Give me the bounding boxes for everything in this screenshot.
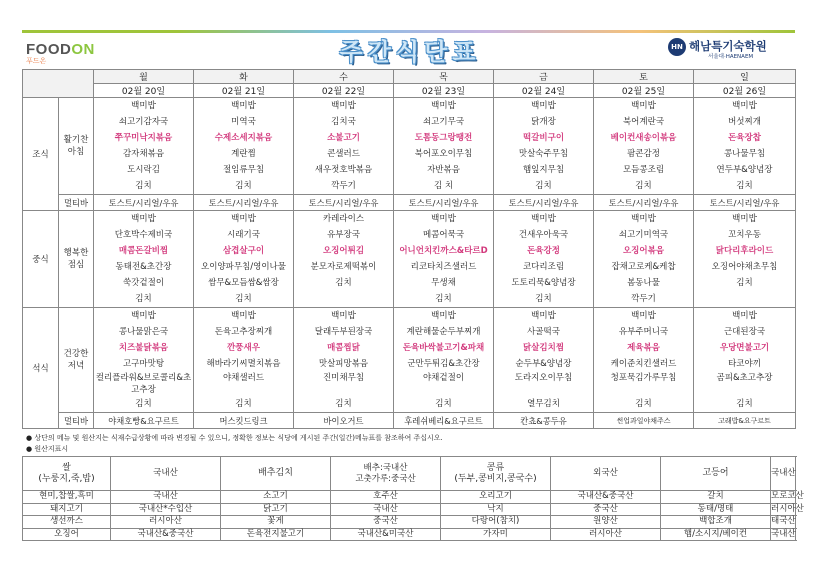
origin-item: 돼지고기 — [23, 503, 111, 516]
menu-item: 버섯찌개 — [728, 117, 761, 127]
menu-item: 리코타치즈샐러드 — [410, 262, 477, 272]
origin-item: 백합조개 — [661, 516, 771, 529]
origin-item: 고등어 — [661, 457, 771, 491]
menu-item: 백미밥 — [531, 311, 556, 321]
main-dish: 소불고기 — [327, 133, 360, 143]
menu-item: 백미밥 — [231, 101, 256, 111]
multibar-item: 썬업과일야채주스 — [594, 413, 694, 429]
multibar-item: 머스킷드링크 — [194, 413, 294, 429]
page-title: 주간식단표 — [339, 38, 481, 66]
menu-item: 백미밥 — [732, 214, 757, 224]
menu-item: 코다리조림 — [522, 262, 565, 272]
main-dish: 돈육장찹 — [728, 133, 761, 143]
date-header: 02월 25일 — [594, 84, 694, 98]
menu-item: 곰피&초고추장 — [716, 373, 773, 383]
menu-item: 콘샐러드 — [327, 149, 360, 159]
multibar-item: 토스트/시리얼/우유 — [94, 195, 194, 211]
date-header-row — [23, 84, 796, 98]
main-dish: 도톰동그랑땡전 — [414, 133, 473, 143]
day-header: 목 — [394, 70, 494, 84]
menu-item: 열무김치 — [527, 399, 560, 409]
menu-item: 근대된장국 — [723, 327, 766, 337]
main-dish: 베이컨새송이볶음 — [610, 133, 677, 143]
origin-value: 태국산 — [771, 516, 796, 527]
origin-item: 소고기 — [221, 491, 331, 504]
origin-item: 콩류 (두부,콩비지,콩국수) — [441, 457, 551, 491]
multibar-label: 멀티바 — [59, 413, 94, 429]
menu-item: 쇠고기감자국 — [118, 117, 169, 127]
origin-table — [22, 456, 804, 541]
menu-item: 김치 — [435, 399, 452, 409]
origin-item: 닭고기 — [221, 503, 331, 516]
menu-item: 새우젓호박볶음 — [314, 165, 373, 175]
main-dish: 우당면불고기 — [719, 343, 770, 353]
origin-value: 러시아산 — [551, 528, 661, 541]
menu-cell — [94, 211, 194, 308]
menu-item: 오이양파무침/영이나물 — [201, 262, 286, 272]
origin-value: 국내산 — [111, 491, 221, 504]
origin-value: 국내산 — [331, 503, 441, 516]
menu-item: 김치 — [736, 399, 753, 409]
origin-item: 현미,찹쌀,흑미 — [23, 491, 111, 504]
menu-item: 김치 — [736, 181, 753, 191]
menu-cell — [494, 308, 594, 413]
menu-item: 쇠고기무국 — [422, 117, 465, 127]
menu-item: 연두부&양념장 — [716, 165, 773, 175]
menu-item: 깍두기 — [631, 294, 656, 304]
origin-value: 중국산 — [331, 516, 441, 529]
menu-cell — [94, 308, 194, 413]
menu-item: 김치 — [635, 399, 652, 409]
origin-value: 국내산 — [771, 528, 796, 539]
menu-item: 타코야끼 — [728, 359, 761, 369]
menu-item: 김치 — [335, 278, 352, 288]
menu-item: 김치 — [736, 278, 753, 288]
menu-cell — [594, 211, 694, 308]
origin-item: 돈육전지불고기 — [221, 528, 331, 541]
menu-item: 맛살피망볶음 — [318, 359, 369, 369]
multibar-item: 토스트/시리얼/우유 — [394, 195, 494, 211]
menu-item: 꼬치우동 — [728, 230, 761, 240]
menu-item: 야채샐러드 — [222, 373, 265, 383]
extra-row-dinner — [23, 413, 796, 429]
multibar-item: 토스트/시리얼/우유 — [494, 195, 594, 211]
meal-row-breakfast — [23, 98, 796, 195]
academy-name: 해남특기숙학원 — [689, 39, 767, 53]
menu-item: 단호박수제비국 — [114, 230, 173, 240]
day-header: 토 — [594, 70, 694, 84]
origin-value: 국내산 — [771, 457, 796, 491]
menu-item: 오징어야채초무침 — [711, 262, 778, 272]
multibar-item: 토스트/시리얼/우유 — [194, 195, 294, 211]
origin-row — [23, 528, 796, 541]
menu-item: 계란해물순두부찌개 — [406, 327, 481, 337]
menu-cell — [194, 308, 294, 413]
menu-item — [694, 291, 795, 307]
main-dish: 돈육강정 — [527, 246, 560, 256]
menu-item: 백미밥 — [732, 311, 757, 321]
menu-cell — [594, 98, 694, 195]
origin-value: 국내산&중국산 — [551, 491, 661, 504]
origin-value: 모로코산 — [771, 491, 804, 502]
menu-item: 모듬콩조림 — [622, 165, 665, 175]
main-dish: 수제소세지볶음 — [214, 133, 273, 143]
menu-item: 김치 — [435, 294, 452, 304]
menu-item: 야채겉절이 — [422, 373, 465, 383]
origin-item: 쌀 (누룽지,죽,밥) — [23, 457, 111, 491]
note-disclaimer: ● 상단의 메뉴 및 원산지는 식재수급상황에 따라 변경될 수 있으니, 정확한 정보는 식당에 게시된 주간(일간)메뉴표를 참조하여 주십시오. — [26, 434, 443, 442]
origin-row — [23, 503, 796, 516]
multibar-item: 칸쵸&콩두유 — [494, 413, 594, 429]
top-color-stripe — [22, 30, 795, 33]
menu-item: 백미밥 — [331, 311, 356, 321]
origin-value: 배추:국내산 고춧가루:중국산 — [331, 457, 441, 491]
origin-item: 갈치 — [661, 491, 771, 504]
menu-item: 잡채고로케&케찹 — [611, 262, 676, 272]
menu-item — [294, 291, 393, 307]
multibar-item: 야채호빵&요구르트 — [94, 413, 194, 429]
menu-item: 김치 — [535, 294, 552, 304]
day-header: 금 — [494, 70, 594, 84]
main-dish: 깐풍새우 — [227, 343, 260, 353]
main-dish: 닭다리후라이드 — [715, 246, 774, 256]
origin-item: 낙지 — [441, 503, 551, 516]
main-dish: 치즈불닭볶음 — [118, 343, 169, 353]
menu-cell — [494, 98, 594, 195]
main-dish: 닭살김치찜 — [522, 343, 565, 353]
origin-item: 햄/소시지/베이컨 — [661, 528, 771, 541]
multibar-item: 토스트/시리얼/우유 — [594, 195, 694, 211]
meal-row-lunch — [23, 211, 796, 308]
menu-item: 김치 — [135, 294, 152, 304]
main-dish: 제육볶음 — [627, 343, 660, 353]
menu-cell — [294, 211, 394, 308]
meal-sublabel-dinner: 건강한 저녁 — [59, 308, 94, 413]
menu-item: 맛살숙주무침 — [518, 149, 569, 159]
menu-item: 팜콘감정 — [627, 149, 660, 159]
date-header: 02월 22일 — [294, 84, 394, 98]
menu-item: 백미밥 — [531, 101, 556, 111]
multibar-item: 고래밥&요구르트 — [694, 413, 796, 429]
main-dish: 삼겹살구이 — [222, 246, 265, 256]
menu-item: 컬리플라워&브로콜리&초고추장 — [95, 373, 192, 395]
origin-value: 국내산 — [111, 457, 221, 491]
menu-item: 백미밥 — [631, 101, 656, 111]
menu-item: 사골떡국 — [527, 327, 560, 337]
date-header: 02월 24일 — [494, 84, 594, 98]
origin-item: 다랑어(참치) — [441, 516, 551, 529]
menu-cell — [694, 308, 796, 413]
menu-item: 도라지오이무침 — [514, 373, 573, 383]
menu-item: 김치 — [535, 181, 552, 191]
menu-item: 백미밥 — [231, 311, 256, 321]
main-dish: 어니언치킨까스&타르D — [399, 246, 488, 256]
menu-item: 해바라기씨멸치볶음 — [206, 359, 281, 369]
menu-cell — [694, 211, 796, 308]
menu-item: 백미밥 — [131, 311, 156, 321]
multibar-item: 토스트/시리얼/우유 — [294, 195, 394, 211]
day-header: 화 — [194, 70, 294, 84]
origin-value: 원양산 — [551, 516, 661, 529]
menu-item: 북어계란국 — [622, 117, 665, 127]
menu-cell — [594, 308, 694, 413]
origin-value: 호주산 — [331, 491, 441, 504]
origin-value: 국내산&중국산 — [111, 528, 221, 541]
menu-item: 백미밥 — [531, 214, 556, 224]
menu-item: 백미밥 — [331, 101, 356, 111]
menu-item: 유부주머니국 — [618, 327, 669, 337]
menu-item: 군만두튀김&초간장 — [407, 359, 480, 369]
menu-item: 백미밥 — [431, 311, 456, 321]
menu-cell — [194, 98, 294, 195]
origin-item: 오징어 — [23, 528, 111, 541]
menu-item: 도시락김 — [127, 165, 160, 175]
meal-sublabel-lunch: 행복한 점심 — [59, 211, 94, 308]
origin-row — [23, 491, 796, 504]
multibar-item: 후레쉬베리&요구르트 — [394, 413, 494, 429]
menu-item: 쑥갓겉절이 — [122, 278, 165, 288]
origin-value: 러시아산 — [771, 503, 804, 514]
meal-sublabel-breakfast: 활기찬 아침 — [59, 98, 94, 195]
day-header: 월 — [94, 70, 194, 84]
main-dish: 오징어볶음 — [622, 246, 665, 256]
menu-item: 김치 — [235, 294, 252, 304]
menu-item: 쇠고기미역국 — [618, 230, 669, 240]
menu-item: 돈육고추장찌개 — [214, 327, 273, 337]
main-dish: 쭈꾸미낙지볶음 — [114, 133, 173, 143]
menu-item: 김치국 — [331, 117, 356, 127]
menu-cell — [494, 211, 594, 308]
menu-item: 케이준치킨샐러드 — [610, 359, 677, 369]
menu-item: 자반볶음 — [427, 165, 460, 175]
meal-label-dinner: 석식 — [23, 308, 59, 429]
origin-item: 생선까스 — [23, 516, 111, 529]
origin-item: 동태/명태 — [661, 503, 771, 516]
origin-value: 국내산*수입산 — [111, 503, 221, 516]
menu-item: 유부장국 — [327, 230, 360, 240]
menu-item: 닭개장 — [531, 117, 556, 127]
note-origin-heading: ● 원산지표시 — [26, 445, 69, 453]
menu-item: 메콤어묵국 — [422, 230, 465, 240]
menu-item: 김치 — [135, 399, 152, 409]
academy-badge-icon: HN — [668, 38, 686, 56]
academy-brand — [668, 38, 788, 62]
menu-item: 도토리묵&양념장 — [511, 278, 576, 288]
menu-item: 무생채 — [431, 278, 456, 288]
academy-subname: 서울대·HAENAEM — [708, 54, 754, 60]
date-header: 02월 23일 — [394, 84, 494, 98]
menu-item: 백미밥 — [431, 214, 456, 224]
menu-cell — [394, 308, 494, 413]
origin-value: 중국산 — [551, 503, 661, 516]
menu-cell — [394, 211, 494, 308]
menu-item: 건새우아욱국 — [518, 230, 569, 240]
origin-value: 러시아산 — [111, 516, 221, 529]
menu-item: 백미밥 — [131, 214, 156, 224]
main-dish: 매콤돈갈비찜 — [118, 246, 169, 256]
multibar-item: 토스트/시리얼/우유 — [694, 195, 796, 211]
origin-item: 가자미 — [441, 528, 551, 541]
main-dish: 오징어튀김 — [322, 246, 365, 256]
origin-value: 국내산&미국산 — [331, 528, 441, 541]
menu-item: 깍두기 — [331, 181, 356, 191]
menu-item: 백미밥 — [631, 311, 656, 321]
menu-item: 김 치 — [433, 181, 454, 191]
menu-item: 절임류무침 — [222, 165, 265, 175]
day-header-row — [23, 70, 796, 84]
date-header: 02월 21일 — [194, 84, 294, 98]
day-header: 일 — [694, 70, 796, 84]
menu-cell — [94, 98, 194, 195]
menu-item: 김치 — [235, 181, 252, 191]
origin-item: 오리고기 — [441, 491, 551, 504]
menu-item: 고구마맛탕 — [122, 359, 165, 369]
origin-row — [23, 516, 796, 529]
weekly-menu-table — [22, 69, 796, 429]
menu-cell — [294, 98, 394, 195]
menu-cell — [194, 211, 294, 308]
multibar-item: 바이오거트 — [294, 413, 394, 429]
menu-cell — [394, 98, 494, 195]
menu-item: 김치 — [235, 399, 252, 409]
menu-item: 백미밥 — [231, 214, 256, 224]
notes — [26, 433, 443, 455]
menu-item: 순두부&양념장 — [515, 359, 572, 369]
menu-item: 콩나물무침 — [723, 149, 766, 159]
multibar-label: 멀티바 — [59, 195, 94, 211]
menu-item: 계란찜 — [231, 149, 256, 159]
origin-item: 배추김치 — [221, 457, 331, 491]
menu-cell — [694, 98, 796, 195]
menu-item: 쌈무&모듬쌈&쌈장 — [208, 278, 279, 288]
meal-label-breakfast: 조식 — [23, 98, 59, 211]
menu-item: 진미채무침 — [322, 373, 365, 383]
extra-row-breakfast — [23, 195, 796, 211]
menu-item: 카레라이스 — [322, 214, 365, 224]
main-dish: 떡갈비구이 — [522, 133, 565, 143]
menu-item: 감자채볶음 — [122, 149, 165, 159]
menu-item: 백미밥 — [131, 101, 156, 111]
menu-item: 백미밥 — [732, 101, 757, 111]
date-header: 02월 20일 — [94, 84, 194, 98]
corner-cell — [23, 70, 94, 98]
meal-row-dinner — [23, 308, 796, 413]
menu-item: 백미밥 — [631, 214, 656, 224]
date-header: 02월 26일 — [694, 84, 796, 98]
menu-item: 김치 — [135, 181, 152, 191]
menu-item: 콩나물맑은국 — [118, 327, 169, 337]
menu-item: 햄잎지무침 — [522, 165, 565, 175]
menu-item: 시래기국 — [227, 230, 260, 240]
menu-item: 김치 — [335, 399, 352, 409]
menu-item: 김치 — [635, 181, 652, 191]
menu-item: 미역국 — [231, 117, 256, 127]
menu-item: 분모자로제떡볶이 — [310, 262, 377, 272]
main-dish: 매콤찜닭 — [327, 343, 360, 353]
main-dish: 돈육바싹불고기&파채 — [402, 343, 485, 353]
meal-label-lunch: 중식 — [23, 211, 59, 308]
origin-item: 꽃게 — [221, 516, 331, 529]
menu-item: 동태전&초간장 — [115, 262, 172, 272]
menu-item: 백미밥 — [431, 101, 456, 111]
menu-item: 청포묵김가루무침 — [610, 373, 677, 383]
menu-item: 달래두부된장국 — [314, 327, 373, 337]
origin-header-row — [23, 457, 796, 491]
origin-value: 외국산 — [551, 457, 661, 491]
day-header: 수 — [294, 70, 394, 84]
menu-item: 북어포오이무침 — [414, 149, 473, 159]
menu-cell — [294, 308, 394, 413]
menu-item: 봄동나물 — [627, 278, 660, 288]
foodon-logo: FOODON 푸드온 — [26, 41, 95, 65]
